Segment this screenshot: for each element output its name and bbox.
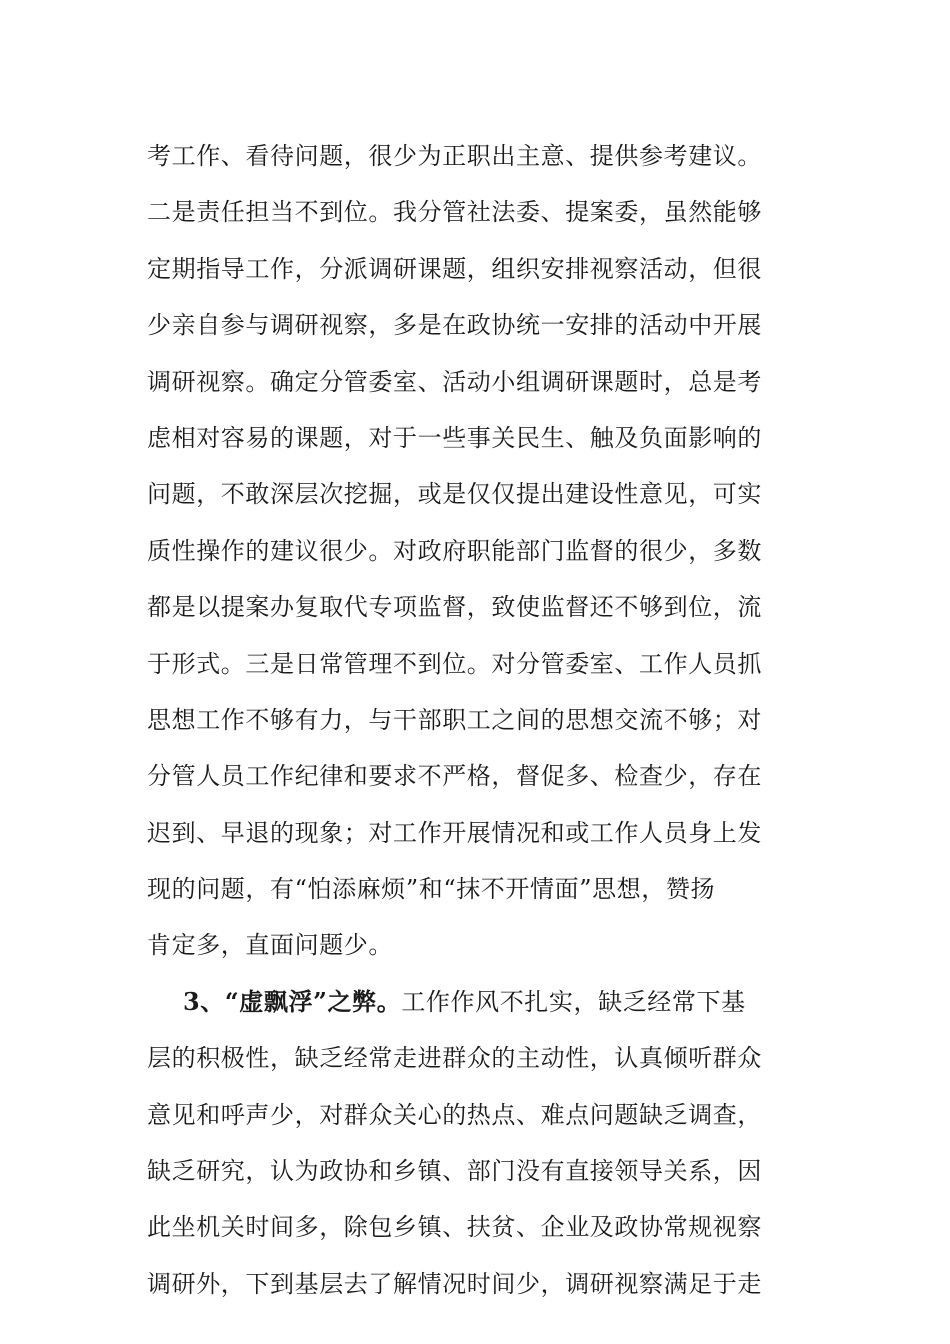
section-3-heading: 3、“虚飘浮”之弊。 xyxy=(183,986,402,1016)
document-body xyxy=(147,128,787,1312)
paragraph-line: 质性操作的建议很少。对政府职能部门监督的很少，多数 xyxy=(147,536,762,565)
paragraph-line: 于形式。三是日常管理不到位。对分管委室、工作人员抓 xyxy=(147,649,762,678)
paragraph-line: 意见和呼声少，对群众关心的热点、难点问题缺乏调查， xyxy=(147,1100,762,1129)
paragraph-line: 二是责任担当不到位。我分管社法委、提案委，虽然能够 xyxy=(147,198,762,227)
paragraph-line: 分管人员工作纪律和要求不严格，督促多、检查少，存在 xyxy=(147,762,762,791)
paragraph-line: 此坐机关时间多，除包乡镇、扶贫、企业及政协常规视察 xyxy=(147,1213,762,1242)
section-3-first-line-text: 工作作风不扎实，缺乏经常下基 xyxy=(401,987,746,1016)
paragraph-line: 层的积极性，缺乏经常走进群众的主动性，认真倾听群众 xyxy=(147,1044,762,1073)
paragraph-line: 肯定多，直面问题少。 xyxy=(147,931,393,960)
paragraph-line: 都是以提案办复取代专项监督，致使监督还不够到位，流 xyxy=(147,593,762,622)
section-3-first-line xyxy=(147,974,787,1030)
paragraph-line: 思想工作不够有力，与干部职工之间的思想交流不够；对 xyxy=(147,705,762,734)
paragraph-line: 少亲自参与调研视察，多是在政协统一安排的活动中开展 xyxy=(147,311,762,340)
paragraph-line: 调研视察。确定分管委室、活动小组调研课题时，总是考 xyxy=(147,367,762,396)
paragraph-line: 虑相对容易的课题，对于一些事关民生、触及负面影响的 xyxy=(147,423,762,452)
paragraph-line: 缺乏研究，认为政协和乡镇、部门没有直接领导关系，因 xyxy=(147,1157,762,1186)
paragraph-line: 问题，不敢深层次挖掘，或是仅仅提出建设性意见，可实 xyxy=(147,480,762,509)
paragraph-line: 调研外，下到基层去了解情况时间少，调研视察满足于走 xyxy=(147,1269,762,1298)
paragraph-line: 考工作、看待问题，很少为正职出主意、提供参考建议。 xyxy=(147,142,762,170)
paragraph-line: 定期指导工作，分派调研课题，组织安排视察活动，但很 xyxy=(147,254,762,283)
paragraph-line: 现的问题，有“怕添麻烦”和“抹不开情面”思想，赞扬 xyxy=(147,875,716,904)
paragraph-line: 迟到、早退的现象；对工作开展情况和或工作人员身上发 xyxy=(147,818,762,847)
